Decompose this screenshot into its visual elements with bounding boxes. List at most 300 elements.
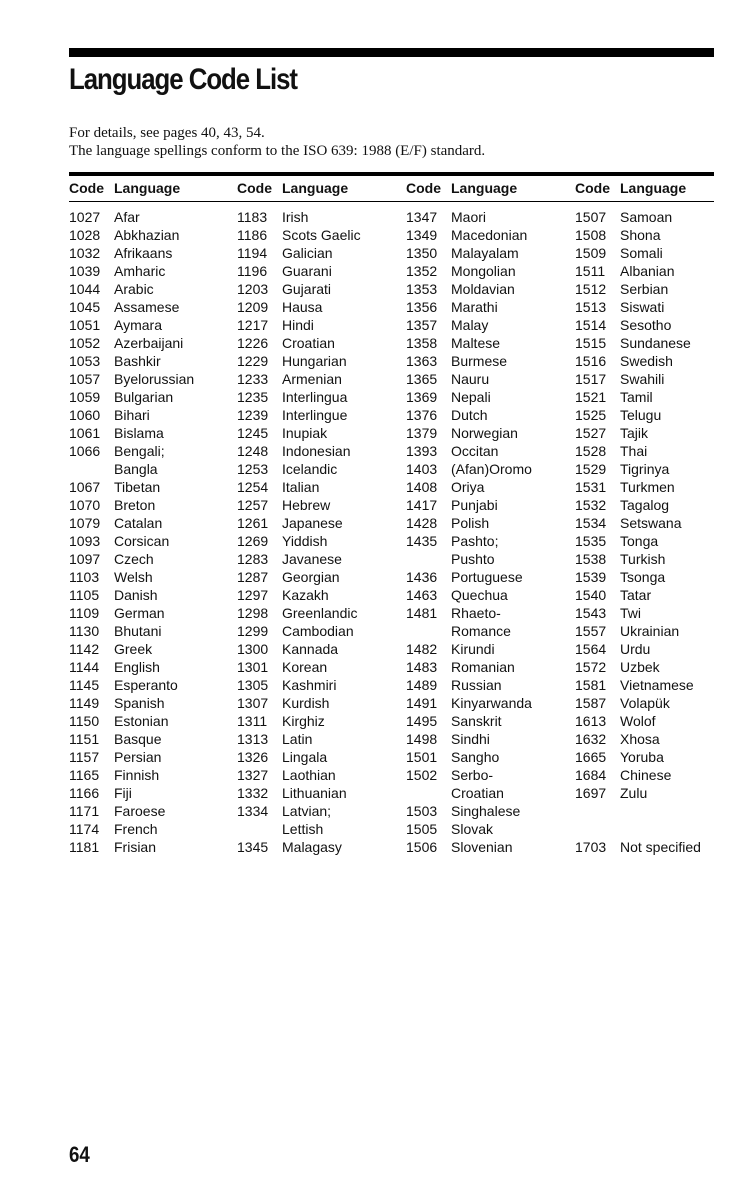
- language-code: 1145: [69, 677, 100, 693]
- language-code: 1665: [575, 749, 607, 765]
- table-row: [69, 352, 194, 370]
- language-code: 1254: [237, 479, 269, 495]
- language-code: 1517: [575, 371, 607, 387]
- table-row: [406, 334, 532, 352]
- language-code: 1060: [69, 407, 101, 423]
- table-row: [237, 766, 361, 784]
- table-row: [575, 658, 701, 676]
- table-row: [575, 478, 701, 496]
- language-code: 1525: [575, 407, 607, 423]
- language-code: 1287: [237, 569, 269, 585]
- language-code: 1105: [69, 587, 100, 603]
- language-code: 1347: [406, 209, 438, 225]
- table-row: [237, 802, 361, 820]
- language-name: Macedonian: [451, 227, 528, 243]
- language-name: Arabic: [114, 281, 154, 297]
- table-row: [575, 208, 701, 226]
- language-header: Language: [114, 180, 181, 196]
- language-code: 1070: [69, 497, 101, 513]
- table-row: [69, 568, 194, 586]
- language-code: 1613: [575, 713, 607, 729]
- language-name: Tamil: [620, 389, 653, 405]
- language-code: 1572: [575, 659, 607, 675]
- language-header: Language: [451, 180, 518, 196]
- table-row: [69, 442, 194, 460]
- table-row: [69, 748, 194, 766]
- language-code: 1253: [237, 461, 269, 477]
- language-code: 1632: [575, 731, 607, 747]
- language-name: German: [114, 605, 165, 621]
- table-row: [406, 568, 532, 586]
- language-name: Azerbaijani: [114, 335, 184, 351]
- table-column: [69, 208, 194, 856]
- language-name: Swahili: [620, 371, 665, 387]
- language-name: Serbo-: [451, 767, 494, 783]
- language-code: 1269: [237, 533, 269, 549]
- table-row: [406, 424, 532, 442]
- language-code: 1300: [237, 641, 269, 657]
- table-row: [575, 316, 701, 334]
- language-code: 1516: [575, 353, 607, 369]
- table-row: [237, 514, 361, 532]
- table-row: [69, 820, 194, 838]
- table-row: [406, 298, 532, 316]
- language-code: 1299: [237, 623, 269, 639]
- language-code: 1697: [575, 785, 607, 801]
- language-name: Lingala: [282, 749, 328, 765]
- language-name: Sanskrit: [451, 713, 502, 729]
- language-code: 1149: [69, 695, 100, 711]
- language-code: 1534: [575, 515, 607, 531]
- table-row: [69, 244, 194, 262]
- language-code: 1491: [406, 695, 438, 711]
- language-name: Russian: [451, 677, 502, 693]
- language-name: Chinese: [620, 767, 672, 783]
- table-row: [69, 316, 194, 334]
- table-row: [406, 406, 532, 424]
- language-name: Lithuanian: [282, 785, 347, 801]
- language-name: Italian: [282, 479, 320, 495]
- table-column: [237, 208, 361, 856]
- language-code: 1495: [406, 713, 438, 729]
- code-header: Code: [69, 180, 104, 196]
- language-code: 1369: [406, 389, 438, 405]
- language-code: 1353: [406, 281, 438, 297]
- table-row: [69, 730, 194, 748]
- language-code: 1079: [69, 515, 101, 531]
- table-row: [69, 532, 194, 550]
- language-code: 1174: [69, 821, 100, 837]
- language-name: Somali: [620, 245, 663, 261]
- language-name: Finnish: [114, 767, 160, 783]
- language-code: 1311: [237, 713, 268, 729]
- language-name: Aymara: [114, 317, 162, 333]
- language-code: 1313: [237, 731, 269, 747]
- language-name: Cambodian: [282, 623, 354, 639]
- language-name: Lettish: [282, 821, 324, 837]
- language-code: 1557: [575, 623, 607, 639]
- language-code: 1186: [237, 227, 268, 243]
- language-code: 1059: [69, 389, 101, 405]
- language-name: Maori: [451, 209, 487, 225]
- language-name: Nauru: [451, 371, 490, 387]
- table-row: [237, 586, 361, 604]
- language-code: 1527: [575, 425, 607, 441]
- language-name: Volapük: [620, 695, 670, 711]
- language-name: Bislama: [114, 425, 164, 441]
- language-name: Punjabi: [451, 497, 498, 513]
- language-name: Kinyarwanda: [451, 695, 532, 711]
- language-code: 1097: [69, 551, 101, 567]
- table-row: [406, 658, 532, 676]
- language-code: 1684: [575, 767, 607, 783]
- language-name: French: [114, 821, 158, 837]
- language-code: 1028: [69, 227, 101, 243]
- language-name: Sindhi: [451, 731, 490, 747]
- table-row: [69, 838, 194, 856]
- table-row: [406, 784, 532, 802]
- language-name: Tigrinya: [620, 461, 670, 477]
- language-name: Bangla: [114, 461, 158, 477]
- column-header: [237, 180, 348, 196]
- table-row: [69, 640, 194, 658]
- table-row: [406, 712, 532, 730]
- language-code: 1032: [69, 245, 101, 261]
- language-code: 1365: [406, 371, 438, 387]
- table-row: [406, 640, 532, 658]
- language-code: 1376: [406, 407, 438, 423]
- language-code: 1027: [69, 209, 101, 225]
- language-name: Polish: [451, 515, 490, 531]
- intro-line-details: For details, see pages 40, 43, 54.: [69, 125, 265, 141]
- page-number: 64: [69, 1142, 90, 1167]
- table-row: [575, 460, 701, 478]
- table-row: [406, 226, 532, 244]
- table-row: [237, 406, 361, 424]
- language-code: 1044: [69, 281, 101, 297]
- language-name: Slovenian: [451, 839, 513, 855]
- language-name: Vietnamese: [620, 677, 694, 693]
- language-code: 1463: [406, 587, 438, 603]
- language-code: 1508: [575, 227, 607, 243]
- table-row: [237, 622, 361, 640]
- column-header: [406, 180, 517, 196]
- table-row: [575, 388, 701, 406]
- intro-text: [69, 124, 709, 160]
- language-name: Pushto: [451, 551, 495, 567]
- language-name: Turkmen: [620, 479, 675, 495]
- table-row: [575, 676, 701, 694]
- language-code: 1298: [237, 605, 269, 621]
- language-code: 1498: [406, 731, 438, 747]
- language-name: Bhutani: [114, 623, 162, 639]
- language-name: Catalan: [114, 515, 163, 531]
- language-name: Mongolian: [451, 263, 516, 279]
- table-row: [575, 820, 701, 838]
- language-code: 1130: [69, 623, 100, 639]
- table-row: [575, 568, 701, 586]
- language-name: Kurdish: [282, 695, 330, 711]
- table-row: [575, 730, 701, 748]
- table-row: [406, 460, 532, 478]
- table-row: [406, 208, 532, 226]
- language-name: Tibetan: [114, 479, 161, 495]
- language-code: 1061: [69, 425, 101, 441]
- language-name: Breton: [114, 497, 156, 513]
- language-code: 1543: [575, 605, 607, 621]
- language-code: 1326: [237, 749, 269, 765]
- table-row: [575, 748, 701, 766]
- language-code: 1307: [237, 695, 269, 711]
- language-name: Dutch: [451, 407, 488, 423]
- language-name: Ukrainian: [620, 623, 680, 639]
- table-row: [575, 622, 701, 640]
- language-name: Bengali;: [114, 443, 165, 459]
- table-row: [575, 604, 701, 622]
- language-code: 1403: [406, 461, 438, 477]
- language-name: Sesotho: [620, 317, 672, 333]
- language-name: Quechua: [451, 587, 508, 603]
- table-row: [237, 208, 361, 226]
- language-name: Yoruba: [620, 749, 664, 765]
- language-name: Bashkir: [114, 353, 161, 369]
- table-row: [237, 460, 361, 478]
- language-code: 1144: [69, 659, 100, 675]
- language-name: Fiji: [114, 785, 132, 801]
- table-row: [406, 352, 532, 370]
- language-name: (Afan)Oromo: [451, 461, 532, 477]
- language-code: 1514: [575, 317, 607, 333]
- table-row: [237, 244, 361, 262]
- language-name: Twi: [620, 605, 641, 621]
- language-name: Greenlandic: [282, 605, 358, 621]
- language-code: 1332: [237, 785, 269, 801]
- table-row: [237, 298, 361, 316]
- table-row: [575, 442, 701, 460]
- language-code: 1261: [237, 515, 269, 531]
- table-row: [237, 280, 361, 298]
- language-name: Czech: [114, 551, 154, 567]
- table-row: [575, 784, 701, 802]
- language-code: 1515: [575, 335, 607, 351]
- language-name: Japanese: [282, 515, 343, 531]
- table-top-rule: [69, 172, 714, 176]
- language-name: Malagasy: [282, 839, 342, 855]
- language-name: Inupiak: [282, 425, 328, 441]
- language-code: 1428: [406, 515, 438, 531]
- language-name: Samoan: [620, 209, 673, 225]
- table-row: [69, 262, 194, 280]
- language-code: 1109: [69, 605, 100, 621]
- language-code: 1233: [237, 371, 269, 387]
- table-row: [237, 640, 361, 658]
- language-name: Malay: [451, 317, 489, 333]
- top-rule: [69, 48, 714, 57]
- language-code: 1509: [575, 245, 607, 261]
- language-code: 1150: [69, 713, 100, 729]
- intro-line-standard: The language spellings conform to the ISO 639: 1988 (E/F) standard.: [69, 143, 486, 159]
- language-header: Language: [620, 180, 687, 196]
- table-row: [237, 712, 361, 730]
- language-code: 1481: [406, 605, 438, 621]
- language-name: Kirghiz: [282, 713, 325, 729]
- table-row: [575, 640, 701, 658]
- language-code: 1532: [575, 497, 607, 513]
- language-name: Thai: [620, 443, 648, 459]
- table-row: [69, 802, 194, 820]
- language-name: Basque: [114, 731, 162, 747]
- table-row: [69, 496, 194, 514]
- column-header: [575, 180, 686, 196]
- language-name: Tatar: [620, 587, 652, 603]
- language-code: 1203: [237, 281, 269, 297]
- table-row: [406, 604, 532, 622]
- language-name: Albanian: [620, 263, 675, 279]
- language-code: 1142: [69, 641, 100, 657]
- table-row: [69, 460, 194, 478]
- language-name: Tajik: [620, 425, 649, 441]
- language-name: Frisian: [114, 839, 157, 855]
- language-code: 1052: [69, 335, 101, 351]
- language-code: 1436: [406, 569, 438, 585]
- language-code: 1196: [237, 263, 268, 279]
- language-code: 1417: [406, 497, 438, 513]
- table-row: [237, 226, 361, 244]
- table-row: [237, 532, 361, 550]
- language-name: Tagalog: [620, 497, 670, 513]
- language-code: 1057: [69, 371, 101, 387]
- language-code: 1540: [575, 587, 607, 603]
- language-name: Rhaeto-: [451, 605, 501, 621]
- language-name: Kannada: [282, 641, 339, 657]
- table-row: [575, 766, 701, 784]
- language-name: Hungarian: [282, 353, 347, 369]
- language-name: Afrikaans: [114, 245, 173, 261]
- table-header-rule: [69, 201, 714, 202]
- language-code: 1103: [69, 569, 100, 585]
- table-row: [406, 694, 532, 712]
- language-name: Hindi: [282, 317, 314, 333]
- table-row: [69, 280, 194, 298]
- table-row: [237, 568, 361, 586]
- table-row: [69, 784, 194, 802]
- table-row: [406, 442, 532, 460]
- language-name: Bihari: [114, 407, 150, 423]
- table-row: [406, 496, 532, 514]
- table-row: [406, 622, 532, 640]
- language-name: Interlingua: [282, 389, 348, 405]
- language-name: Korean: [282, 659, 328, 675]
- language-code: 1349: [406, 227, 438, 243]
- language-name: Bulgarian: [114, 389, 174, 405]
- language-code: 1564: [575, 641, 607, 657]
- language-name: Telugu: [620, 407, 662, 423]
- language-code: 1045: [69, 299, 101, 315]
- language-name: Turkish: [620, 551, 666, 567]
- table-row: [406, 388, 532, 406]
- column-header: [69, 180, 180, 196]
- table-row: [237, 478, 361, 496]
- page-title: Language Code List: [69, 63, 297, 96]
- table-row: [575, 352, 701, 370]
- language-code: 1505: [406, 821, 438, 837]
- language-code: 1528: [575, 443, 607, 459]
- language-code-table: [69, 208, 714, 858]
- language-code: 1357: [406, 317, 438, 333]
- language-code: 1181: [69, 839, 100, 855]
- language-code: 1067: [69, 479, 101, 495]
- language-code: 1166: [69, 785, 100, 801]
- language-code: 1539: [575, 569, 607, 585]
- table-row: [575, 334, 701, 352]
- language-code: 1334: [237, 803, 269, 819]
- table-row: [237, 838, 361, 856]
- language-name: Galician: [282, 245, 333, 261]
- language-name: Laothian: [282, 767, 336, 783]
- language-name: Estonian: [114, 713, 169, 729]
- language-name: Spanish: [114, 695, 165, 711]
- language-name: Interlingue: [282, 407, 348, 423]
- language-name: Marathi: [451, 299, 498, 315]
- table-row: [69, 334, 194, 352]
- language-name: Slovak: [451, 821, 494, 837]
- table-row: [69, 586, 194, 604]
- language-code: 1151: [69, 731, 100, 747]
- table-row: [69, 370, 194, 388]
- table-row: [406, 514, 532, 532]
- language-code: 1171: [69, 803, 100, 819]
- table-row: [575, 226, 701, 244]
- table-row: [575, 712, 701, 730]
- table-row: [69, 478, 194, 496]
- language-name: Zulu: [620, 785, 648, 801]
- table-row: [575, 838, 701, 856]
- table-row: [69, 622, 194, 640]
- table-row: [406, 676, 532, 694]
- language-name: Sangho: [451, 749, 500, 765]
- language-name: Shona: [620, 227, 661, 243]
- language-code: 1393: [406, 443, 438, 459]
- table-row: [237, 658, 361, 676]
- language-name: Wolof: [620, 713, 656, 729]
- language-code: 1350: [406, 245, 438, 261]
- table-row: [237, 784, 361, 802]
- language-name: Kashmiri: [282, 677, 337, 693]
- language-name: Malayalam: [451, 245, 519, 261]
- table-row: [69, 514, 194, 532]
- language-code: 1257: [237, 497, 269, 513]
- language-code: 1506: [406, 839, 438, 855]
- table-row: [406, 586, 532, 604]
- code-header: Code: [237, 180, 272, 196]
- table-row: [69, 676, 194, 694]
- language-name: Occitan: [451, 443, 499, 459]
- language-code: 1489: [406, 677, 438, 693]
- table-row: [575, 802, 701, 820]
- language-name: Amharic: [114, 263, 166, 279]
- language-code: 1039: [69, 263, 101, 279]
- language-name: Indonesian: [282, 443, 351, 459]
- table-row: [406, 802, 532, 820]
- table-row: [575, 262, 701, 280]
- language-name: Tonga: [620, 533, 659, 549]
- language-name: Norwegian: [451, 425, 518, 441]
- table-row: [69, 550, 194, 568]
- table-row: [406, 550, 532, 568]
- language-name: Serbian: [620, 281, 669, 297]
- language-code: 1529: [575, 461, 607, 477]
- language-name: English: [114, 659, 160, 675]
